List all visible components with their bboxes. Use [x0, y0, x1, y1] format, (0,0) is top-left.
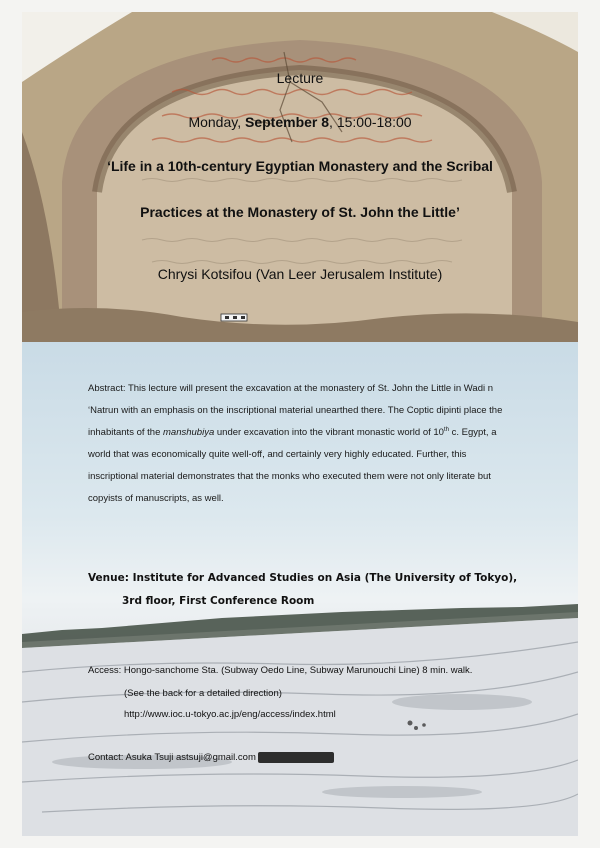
abstract-line-5: inscriptional material demonstrates that the monks who executed them were not only literate but: [88, 471, 491, 482]
access-line2: (See the back for a detailed direction): [124, 688, 282, 699]
lecture-label: Lecture: [276, 70, 324, 86]
abstract-line-1: Abstract: This lecture will present the excavation at the monastery of St. John the Little in Wadi n: [88, 383, 494, 394]
lecture-title-line1: ‘Life in a 10th-century Egyptian Monastery and the Scribal: [107, 158, 493, 174]
redacted-phone: [258, 752, 334, 763]
venue-line2: 3rd floor, First Conference Room: [122, 595, 315, 607]
lecture-title-line2: Practices at the Monastery of St. John the Little’: [140, 204, 460, 220]
abstract-text: [88, 378, 554, 510]
venue-line1: Venue: Institute for Advanced Studies on Asia (The University of Tokyo),: [88, 572, 518, 584]
abstract-line-2: ‘Natrun with an emphasis on the inscriptional material unearthed there. The Coptic dipinti place the: [88, 405, 503, 416]
niche-illustration: [22, 12, 578, 342]
abstract-line-4: world that was economically quite well-off, and certainly very highly educated. Further, this: [88, 449, 467, 460]
contact-line: [88, 752, 334, 763]
poster: [22, 12, 578, 836]
access-url-link[interactable]: http://www.ioc.u-tokyo.ac.jp/eng/access/index.html: [124, 709, 336, 720]
abstract-line-3: inhabitants of the manshubiya under excavation into the vibrant monastic world of 10th c. Egypt, a: [88, 426, 497, 438]
contact-email[interactable]: Contact: Asuka Tsuji astsuji@gmail.com: [88, 752, 256, 764]
desert-photo: [22, 342, 578, 836]
abstract-line-6: copyists of manuscripts, as well.: [88, 493, 224, 504]
access-line1: Access: Hongo-sanchome Sta. (Subway Oedo Line, Subway Marunouchi Line) 8 min. walk.: [88, 665, 473, 676]
speaker-name: Chrysi Kotsifou (Van Leer Jerusalem Institute): [157, 266, 443, 282]
lecture-date: Monday, September 8, 15:00-18:00: [188, 114, 412, 130]
inscription-photo: [22, 12, 578, 342]
